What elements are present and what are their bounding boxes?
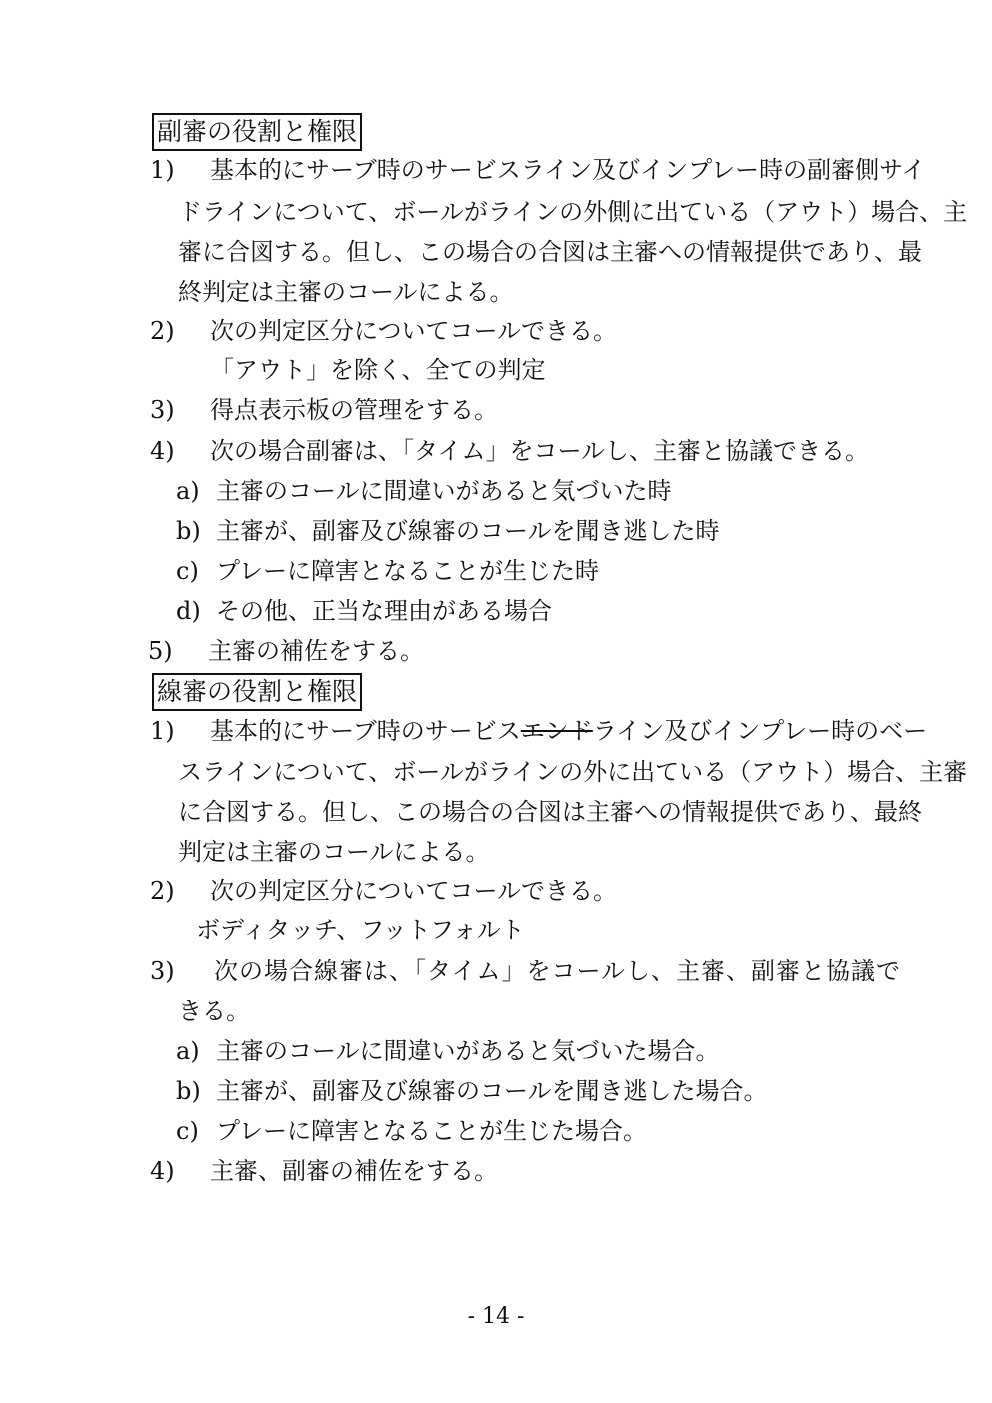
section2-item2-number: 2) — [150, 877, 175, 905]
section2-item1-line2: スラインについて、ボールがラインの外に出ている（アウト）場合、主審 — [178, 758, 968, 786]
section1-item4-number: 4) — [150, 437, 175, 465]
section1-subitem-a-text: 主審のコールに間違いがあると気づいた時 — [216, 477, 672, 505]
section1-item5-text: 主審の補佐をする。 — [208, 637, 424, 665]
section1-subitem-b-text: 主審が、副審及び線審のコールを聞き逃した時 — [216, 517, 720, 545]
section2-item2-sub: ボディタッチ、フットフォルト — [196, 916, 525, 944]
section2-subitem-c-text: プレーに障害となることが生じた場合。 — [216, 1117, 648, 1145]
section1-item5-number: 5) — [148, 637, 173, 665]
section1-item1-line2: ドラインについて、ボールがラインの外側に出ている（アウト）場合、主 — [178, 198, 968, 226]
section2-subitem-a-label: a) — [176, 1037, 200, 1065]
section2-subitem-b-text: 主審が、副審及び線審のコールを聞き逃した場合。 — [216, 1077, 768, 1105]
section2-item1-line1 — [210, 716, 927, 746]
section2-item4-text: 主審、副審の補佐をする。 — [210, 1157, 498, 1185]
section1-subitem-c-label: c) — [176, 557, 199, 585]
section2-item3-number: 3) — [150, 957, 175, 985]
section2-item1-line3: に合図する。但し、この場合の合図は主審への情報提供であり、最終 — [178, 798, 922, 826]
section2-item1-line1-post: ライン及びインプレー時のベー — [592, 717, 928, 745]
strikethrough-text: エンド — [520, 717, 593, 745]
section2-subitem-c-label: c) — [176, 1117, 199, 1145]
page-number: - 14 - — [467, 1304, 525, 1329]
section1-item2-sub: 「アウト」を除く、全ての判定 — [210, 356, 546, 384]
section1-item1-line1: 基本的にサーブ時のサービスライン及びインプレー時の副審側サイ — [210, 156, 926, 184]
section1-item2-text: 次の判定区分についてコールできる。 — [210, 317, 618, 345]
section1-item1-number: 1) — [150, 156, 175, 184]
section2-item1-number: 1) — [150, 717, 175, 745]
section2-heading: 線審の役割と権限 — [152, 673, 362, 711]
section2-item3-cont: きる。 — [178, 997, 250, 1025]
section2-subitem-a-text: 主審のコールに間違いがあると気づいた場合。 — [216, 1037, 720, 1065]
section2-subitem-b-label: b) — [176, 1077, 201, 1105]
section1-subitem-d-label: d) — [176, 597, 201, 625]
section1-subitem-c-text: プレーに障害となることが生じた時 — [216, 557, 600, 585]
section1-subitem-d-text: その他、正当な理由がある場合 — [216, 597, 552, 625]
section1-item1-line4: 終判定は主審のコールによる。 — [178, 278, 514, 306]
section2-item2-text: 次の判定区分についてコールできる。 — [210, 877, 618, 905]
section2-item1-line1-pre: 基本的にサーブ時のサービス — [210, 717, 521, 745]
section1-item1-line3: 審に合図する。但し、この場合の合図は主審への情報提供であり、最 — [178, 238, 922, 266]
section1-item3-text: 得点表示板の管理をする。 — [210, 396, 498, 424]
section1-subitem-b-label: b) — [176, 517, 201, 545]
section1-item3-number: 3) — [150, 396, 175, 424]
section2-item1-line4: 判定は主審のコールによる。 — [178, 838, 490, 866]
section1-subitem-a-label: a) — [176, 477, 200, 505]
section1-heading: 副審の役割と権限 — [152, 113, 362, 151]
section2-item4-number: 4) — [150, 1157, 175, 1185]
section2-item3-text: 次の場合線審は、「タイム」をコールし、主審、副審と協議で — [214, 957, 902, 985]
section1-item4-text: 次の場合副審は、「タイム」をコールし、主審と協議できる。 — [210, 437, 870, 465]
section1-item2-number: 2) — [150, 317, 175, 345]
